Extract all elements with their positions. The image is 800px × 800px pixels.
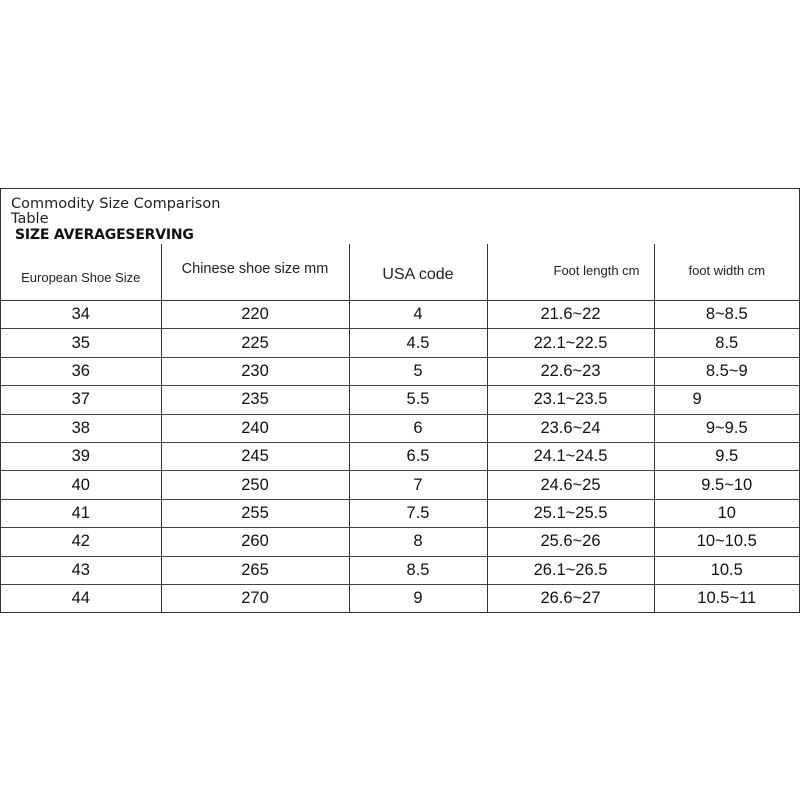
table-row <box>1 414 799 442</box>
cell-usa-code: 8.5 <box>349 556 487 584</box>
cell-usa-code: 7.5 <box>349 499 487 527</box>
cell-foot-length: 24.6~25 <box>487 471 654 499</box>
cell-usa-code: 4 <box>349 301 487 329</box>
cell-european-size: 35 <box>1 329 161 357</box>
cell-chinese-size: 250 <box>161 471 349 499</box>
cell-chinese-size: 230 <box>161 357 349 385</box>
cell-foot-length: 26.1~26.5 <box>487 556 654 584</box>
size-rows <box>1 301 799 613</box>
column-header-usa-code: USA code <box>349 244 487 301</box>
cell-chinese-size: 255 <box>161 499 349 527</box>
column-header-european-size: European Shoe Size <box>1 244 161 301</box>
cell-european-size: 41 <box>1 499 161 527</box>
column-header-foot-length: Foot length cm <box>487 244 654 301</box>
cell-foot-length: 21.6~22 <box>487 301 654 329</box>
cell-foot-length: 22.6~23 <box>487 357 654 385</box>
table-row <box>1 584 799 612</box>
cell-foot-width: 10.5 <box>654 556 799 584</box>
cell-foot-width: 10 <box>654 499 799 527</box>
cell-european-size: 37 <box>1 386 161 414</box>
cell-foot-width: 10~10.5 <box>654 528 799 556</box>
cell-chinese-size: 220 <box>161 301 349 329</box>
cell-european-size: 36 <box>1 357 161 385</box>
cell-usa-code: 5 <box>349 357 487 385</box>
cell-foot-width: 9~9.5 <box>654 414 799 442</box>
cell-european-size: 38 <box>1 414 161 442</box>
cell-usa-code: 8 <box>349 528 487 556</box>
cell-usa-code: 9 <box>349 584 487 612</box>
table-title-line-1: Commodity Size Comparison <box>11 196 221 212</box>
cell-foot-width: 8~8.5 <box>654 301 799 329</box>
cell-foot-width: 10.5~11 <box>654 584 799 612</box>
table-row <box>1 442 799 470</box>
cell-chinese-size: 265 <box>161 556 349 584</box>
table-row <box>1 528 799 556</box>
cell-usa-code: 6 <box>349 414 487 442</box>
cell-foot-width: 8.5~9 <box>654 357 799 385</box>
cell-foot-length: 26.6~27 <box>487 584 654 612</box>
table-row <box>1 386 799 414</box>
table-row <box>1 357 799 385</box>
cell-chinese-size: 270 <box>161 584 349 612</box>
cell-usa-code: 6.5 <box>349 442 487 470</box>
size-grid <box>1 244 799 613</box>
cell-foot-width: 9.5~10 <box>654 471 799 499</box>
column-header-foot-width: foot width cm <box>654 244 799 301</box>
cell-chinese-size: 225 <box>161 329 349 357</box>
cell-usa-code: 5.5 <box>349 386 487 414</box>
cell-european-size: 44 <box>1 584 161 612</box>
table-title-line-2: Table <box>11 211 49 227</box>
cell-european-size: 34 <box>1 301 161 329</box>
cell-foot-length: 25.6~26 <box>487 528 654 556</box>
cell-european-size: 39 <box>1 442 161 470</box>
cell-foot-width: 8.5 <box>654 329 799 357</box>
cell-chinese-size: 235 <box>161 386 349 414</box>
table-row <box>1 556 799 584</box>
cell-european-size: 40 <box>1 471 161 499</box>
cell-foot-length: 23.1~23.5 <box>487 386 654 414</box>
cell-foot-length: 22.1~22.5 <box>487 329 654 357</box>
table-row <box>1 471 799 499</box>
header-row <box>1 244 799 301</box>
table-title <box>11 197 251 227</box>
column-header-chinese-size: Chinese shoe size mm <box>161 244 349 301</box>
cell-european-size: 43 <box>1 556 161 584</box>
table-row <box>1 329 799 357</box>
table-row <box>1 499 799 527</box>
cell-chinese-size: 260 <box>161 528 349 556</box>
cell-chinese-size: 240 <box>161 414 349 442</box>
cell-usa-code: 4.5 <box>349 329 487 357</box>
cell-foot-width: 9 <box>654 386 799 414</box>
cell-chinese-size: 245 <box>161 442 349 470</box>
cell-european-size: 42 <box>1 528 161 556</box>
cell-foot-length: 23.6~24 <box>487 414 654 442</box>
cell-usa-code: 7 <box>349 471 487 499</box>
cell-foot-length: 24.1~24.5 <box>487 442 654 470</box>
table-subtitle: SIZE AVERAGESERVING <box>15 227 194 243</box>
cell-foot-length: 25.1~25.5 <box>487 499 654 527</box>
cell-foot-width: 9.5 <box>654 442 799 470</box>
table-row <box>1 301 799 329</box>
size-comparison-table <box>0 188 800 613</box>
